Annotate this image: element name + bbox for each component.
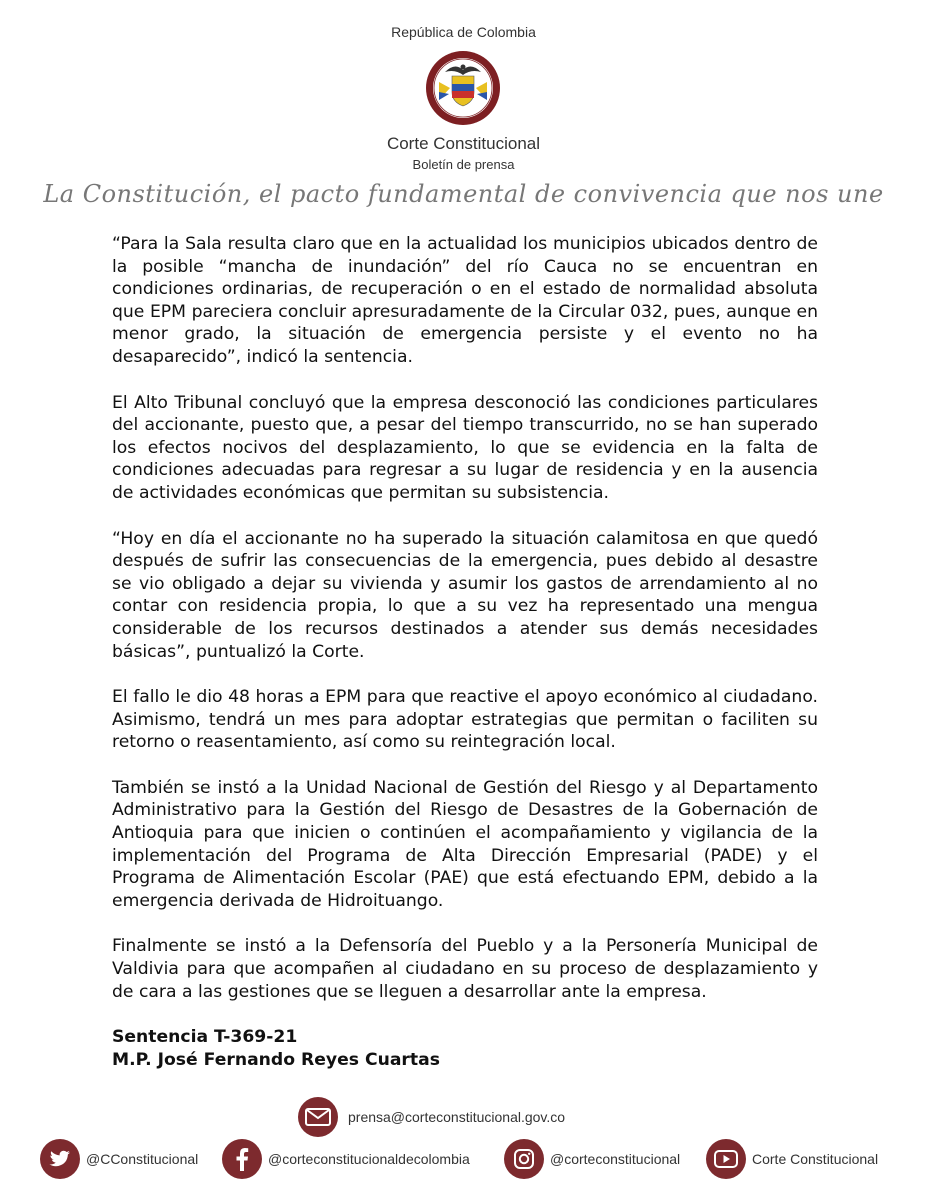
paragraph: Finalmente se instó a la Defensoría del Pueblo y a la Personería Municipal de Valdivia para que acompañen al ciudadano en su proceso de desplazamiento y de cara a las gestiones que se lleguen a desarrollar ante la empresa. (112, 936, 818, 1002)
paragraph: “Para la Sala resulta claro que en la actualidad los municipios ubicados dentro de la posible “mancha de inundación” del río Cauca no se encuentran en condiciones ordinarias, de recuperación o en el estado de normalidad absoluta que EPM pareciera concluir apresuradamente de la Circular 032, pues, aunque en menor grado, la situación de emergencia persiste y el evento no ha desaparecido”, indicó la sentencia. (112, 234, 818, 367)
youtube-icon (706, 1139, 746, 1179)
sentence-reference: Sentencia T-369-21 (112, 1027, 298, 1048)
twitter-link[interactable] (40, 1138, 198, 1180)
instagram-link[interactable] (504, 1138, 680, 1180)
twitter-handle[interactable]: @CConstitucional (86, 1151, 199, 1167)
facebook-link[interactable] (222, 1138, 470, 1180)
instagram-icon (504, 1139, 544, 1179)
paragraph: El fallo le dio 48 horas a EPM para que reactive el apoyo económico al ciudadano. Asimismo, tendrá un mes para adoptar estrategias que permitan o faciliten su retorno o reasentamiento, así como su reintegración local. (112, 687, 818, 753)
facebook-handle[interactable]: @corteconstitucionaldecolombia (268, 1151, 470, 1167)
paragraph: También se instó a la Unidad Nacional de Gestión del Riesgo y al Departamento Administrativo para la Gestión del Riesgo de Desastres de la Gobernación de Antioquia para que inicien o continúen el acompañamiento y vigilancia de la implementación del Programa de Alta Dirección Empresarial (PADE) y el Programa de Alimentación Escolar (PAE) que está efectuando EPM, debido a la emergencia derivada de Hidroituango. (112, 777, 818, 911)
youtube-channel[interactable]: Corte Constitucional (752, 1151, 879, 1167)
tagline: La Constitución, el pacto fundamental de convivencia que nos une (43, 180, 884, 208)
press-release-body (112, 233, 818, 1071)
youtube-link[interactable] (706, 1138, 878, 1180)
bulletin-label: Boletín de prensa (412, 157, 515, 172)
country-name: República de Colombia (391, 24, 536, 40)
paragraph: “Hoy en día el accionante no ha superado la situación calamitosa en que quedó después de sufrir las consecuencias de la emergencia, pues debido al desastre se vio obligado a dejar su vivienda y asumir los gastos de arrendamiento al no contar con residencia propia, lo que a su vez ha representado una mengua considerable de los recursos destinados a atender sus demás necesidades básicas”, puntualizó la Corte. (112, 528, 818, 662)
twitter-icon (40, 1139, 80, 1179)
institution-name: Corte Constitucional (386, 134, 541, 153)
magistrate-name: M.P. José Fernando Reyes Cuartas (112, 1049, 440, 1070)
seal-icon (413, 48, 513, 128)
mail-icon (298, 1097, 338, 1137)
paragraph: El Alto Tribunal concluyó que la empresa desconoció las condiciones particulares del accionante, puesto que, a pesar del tiempo transcurrido, no se han superado los efectos nocivos del desplazamiento, lo que se evidencia en la falta de condiciones adecuadas para regresar a su lugar de residencia y en la ausencia de actividades económicas que permitan su subsistencia. (112, 392, 818, 503)
instagram-handle[interactable]: @corteconstitucional (550, 1151, 681, 1167)
email-contact[interactable] (298, 1097, 565, 1137)
facebook-icon (222, 1139, 262, 1179)
email-address[interactable]: prensa@corteconstitucional.gov.co (348, 1109, 566, 1125)
